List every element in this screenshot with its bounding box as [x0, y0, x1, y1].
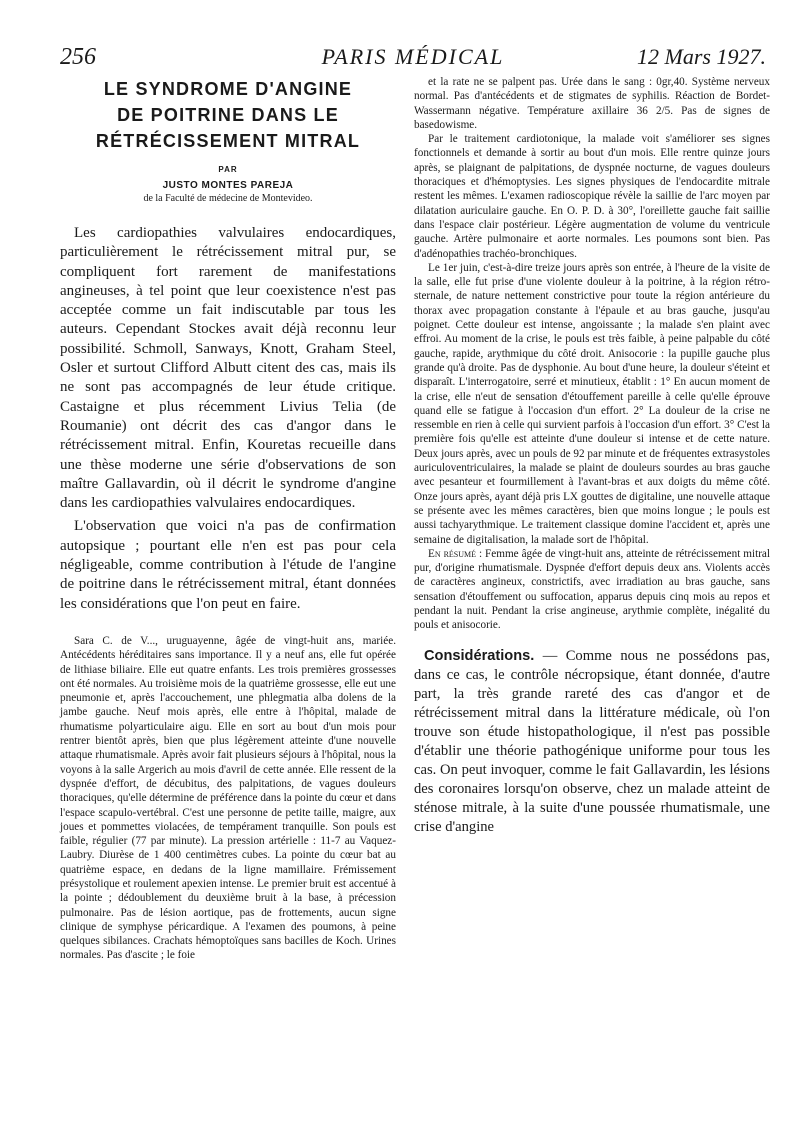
right-column — [414, 75, 770, 837]
case-paragraph-4: Le 1er juin, c'est-à-dire treize jours après son entrée, à l'heure de la visite de la salle, elle fut prise d'une violente douleur à la poitrine, à la région rétro-sternale, de nature nettement constrictive pour toute la région antérieure du thorax avec propagation constante à l'épaule et au bras gauche, jusqu'au poignet. Cette douleur est intense, angoissante ; la malade s'en plaint avec effroi. Au moment de la crise, le pouls est très faible, à peine palpable du côté gauche, rapide, arythmique du côté droit. Anisocorie : la pupille gauche plus grande qu'à droite. Pas de dysphonie. Au bout d'une heure, la douleur s'éteint et disparaît. L'interrogatoire, serré et minutieux, établit : 1° En aucun moment de la crise, elle n'eut de sensation d'étouffement pareille à celle qu'elle éprouve quand elle se fatigue à l'occasion d'un effort. 2° La douleur de la crise ne ressemble en rien à celle qui survient parfois à l'occasion d'un effort. 3° C'est la première fois qu'elle est atteinte d'une douleur si intense et de cette nature. Deux jours après, avec un pouls de 92 par minute et de fréquentes extrasystoles auriculoventriculaires, la malade se plaint de douleurs sourdes au bras gauche avec pesanteur et fourmillement à l'avant-bras et aux doigts du même côté. Onze jours après, ayant déjà pris LX gouttes de digitaline, une nouvelle attaque se présente avec les mêmes caractères, bien que moins longue ; le pouls est aussi tachyarythmique. Le traitement classique domine l'accident et, après une semaine de digitalisation, la malade sort de l'hôpital. — [414, 261, 770, 546]
title-line-1: LE SYNDROME D'ANGINE — [103, 79, 353, 99]
intro-paragraph-2: L'observation que voici n'a pas de confirmation autopsique ; pourtant elle n'en est pas pour cela négligeable, comme contribution à l'étude de l'angine de poitrine dans le rétrécissement mitral, étant données les considérations que l'on peut en faire. — [60, 518, 396, 612]
left-column — [60, 75, 396, 963]
case-paragraph-3: Par le traitement cardiotonique, la malade voit s'améliorer ses signes fonctionnels et demande à sortir au bout d'un mois. Elle rentre quinze jours après, se plaignant de palpitations, de dyspnée nocturne, de vagues douleurs thoraciques et d'hémoptysies. Les signes physiques de l'endocardite mitrale restent les mêmes. L'examen radioscopique révèle la saillie de l'arc moyen par dilatation auriculaire gauche. En O. P. D. à 30°, l'oreillette gauche fait saillie dans l'espace clair postérieur. Légère augmentation de volume du ventricule gauche. Artère pulmonaire et aorte normales. Les poumons sont bien. Pas d'adénopathies trachéo-bronchiques. — [414, 133, 770, 260]
title-line-2: DE POITRINE DANS LE — [117, 105, 339, 125]
case-paragraph-2: et la rate ne se palpent pas. Urée dans le sang : 0gr,40. Système nerveux normal. Pas d'antécédents et de stigmates de syphilis. Réaction de Bordet-Wassermann négative. Température axillaire 36 2/5. Pas de signes de basedowisme. — [414, 76, 770, 131]
case-report-start — [60, 634, 396, 963]
running-title: PARIS MÉDICAL — [321, 44, 505, 69]
summary-paragraph — [414, 547, 770, 633]
introduction — [60, 224, 396, 614]
byline-par: PAR — [218, 165, 238, 174]
intro-paragraph-1: Les cardiopathies valvulaires endocardiques, particulièrement le rétrécissement mitral pur, se compliquent fort rarement de manifestations angineuses, à tel point que leur coexistence n'est pas acceptée comme un fait indiscutable par tous les auteurs. Cependant Stockes avait déjà reconnu leur possibilité. Schmoll, Sanways, Knott, Graham Steel, Osler et surtout Clifford Albutt citent des cas, mais ils ne sont pas accompagnés de leur étude critique. Castaigne et plus récemment Livius Telia (de Roumanie) ont décrit des cas d'angor dans le rétrécissement mitral. Enfin, Kouretas recueille dans une thèse moderne une série d'observations de son maître Gallavardin, où il décrit le syndrome d'angine dans les cardiopathies valvulaires endocardiques. — [60, 225, 396, 512]
case-paragraph-1: Sara C. de V..., uruguayenne, âgée de vingt-huit ans, mariée. Antécédents héréditaires sans importance. Il y a neuf ans, elle fut opérée de lithiase biliaire. Elle eut quatre enfants. Les trois premières grossesses ont été normales. Au troisième mois de la quatrième grossesse, elle eut une pneumonie et, après l'accouchement, une phlegmatia alba dolens de la jambe gauche. Neuf mois après, elle entre à l'hôpital, malade de rhumatisme polyarticulaire aigu. Elle en sort au bout d'un mois pour rentrer bientôt après, bien que plus légèrement atteinte d'une nouvelle attaque rhumatismale. Après avoir fait plusieurs séjours à l'hôpital, nous la voyons à la salle Argerich au mois d'avril de cette année. Elle ressent de la dyspnée d'effort, de décubitus, des palpitations, de vagues douleurs thoraciques, qu'elle détermine de préférence dans la pointe du cœur et dans l'espace scapulo-vertébral. C'est une personne de petite taille, maigre, aux joues et pommettes violacées, de tempérament tranquille. Son pouls est faible, régulier (77 par minute). La pression artérielle : 11-7 au Vaquez-Laubry. Diurèse de 1 400 centimètres cubes. La pointe du cœur bat au quatrième espace, en dedans de la ligne mamillaire. Frémissement présystolique et roulement apexien intense. Le premier bruit est accentué à la pointe ; dédoublement du deuxième bruit à la base, à précession pulmonaire. Pas de lésion aortique, pas de frottements, aucun signe clinique de symphyse péricardique. A l'examen des poumons, à peine quelques sibilances. Crachats hémoptoïques sans bacilles de Koch. Urines normales. Pas d'ascite ; le foie — [60, 634, 396, 962]
page-header — [60, 44, 766, 74]
title-line-3: RÉTRÉCISSEMENT MITRAL — [95, 131, 361, 151]
summary-label: En résumé : — [428, 547, 483, 560]
considerations-heading: Considérations. — [424, 647, 535, 664]
article-title — [60, 77, 396, 153]
considerations-paragraph — [414, 647, 770, 837]
issue-date: 12 Mars 1927. — [637, 44, 766, 69]
author-affiliation: de la Faculté de médecine de Montevideo. — [143, 193, 313, 204]
author-name: JUSTO MONTES PAREJA — [162, 180, 294, 191]
considerations-text: — Comme nous ne possédons pas, dans ce cas, le contrôle nécropsique, étant donnée, d'autre part, la très grande rareté des cas d'angor et de rétrécissement mitral dans la littérature médicale, où l'on trouve son étude histopathologique, il n'est pas possible d'établir une théorie pathogénique uniforme pour tous les cas. On peut invoquer, comme le fait Gallavardin, les lésions des coronaires lorsqu'on observe, chez un malade atteint de sténose mitrale, à la suite d'une poussée rhumatismale, une crise d'angine — [414, 647, 770, 835]
summary-text: Femme âgée de vingt-huit ans, atteinte de rétrécissement mitral pur, d'origine rhumatismale. Dyspnée d'effort depuis deux ans. Violents accès de caractères angineux, constrictifs, avec irradiation au bras gauche, sans sensation d'étouffement ou suffocation, apparus depuis cinq mois au repos et pendant la nuit. Pendant la crise angineuse, arythmie complète, inégalité du pouls et anisocorie. — [414, 547, 770, 632]
considerations-section — [414, 647, 770, 837]
page-number: 256 — [60, 44, 96, 70]
